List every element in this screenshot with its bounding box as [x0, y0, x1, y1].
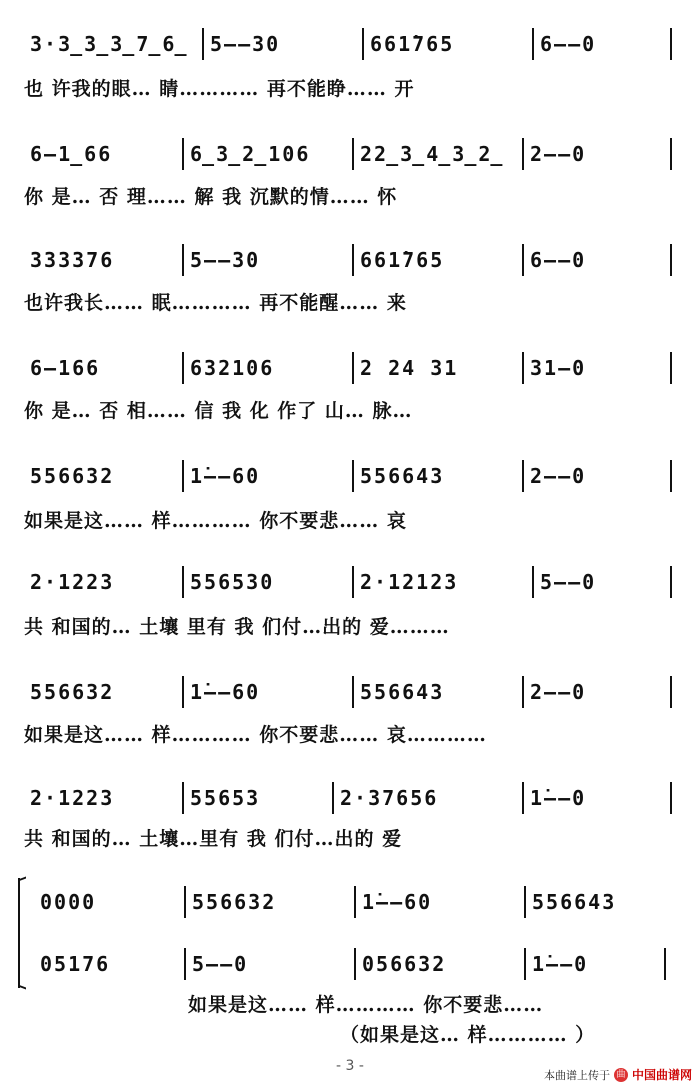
measure-notes: 556632 — [30, 464, 115, 488]
measure-notes: 556643 — [532, 890, 617, 914]
measure-notes: 2——0 — [530, 680, 587, 704]
measure — [524, 134, 672, 174]
measure-notes: 0000 — [40, 890, 97, 914]
measure — [204, 24, 364, 64]
measure-notes: 5——30 — [210, 32, 281, 56]
measure — [24, 672, 184, 712]
measure-notes: 5——0 — [540, 570, 597, 594]
measure-notes: 2·12123 — [360, 570, 459, 594]
measure — [184, 134, 354, 174]
measure-notes: 5——0 — [192, 952, 249, 976]
measure-notes: 2——0 — [530, 464, 587, 488]
measure — [24, 24, 204, 64]
measure-notes: 556643 — [360, 464, 445, 488]
measure — [354, 348, 524, 388]
site-logo-icon: 曲 — [614, 1068, 628, 1082]
measure — [354, 240, 524, 280]
measure-notes: 556530 — [190, 570, 275, 594]
measure — [34, 944, 186, 984]
measure-notes: 2·37656 — [340, 786, 439, 810]
notation-row — [24, 240, 672, 280]
measure-notes: 2·1223 — [30, 786, 115, 810]
measure — [534, 24, 672, 64]
measure — [184, 348, 354, 388]
measure — [354, 672, 524, 712]
measure-notes: 056632 — [362, 952, 447, 976]
notation-row — [24, 348, 672, 388]
notation-row — [24, 456, 672, 496]
notation-row — [24, 562, 672, 602]
measure-notes: 556643 — [360, 680, 445, 704]
measure — [524, 240, 672, 280]
lyrics-line: 你 是… 否 相…… 信 我 化 作了 山… 脉… — [24, 400, 413, 422]
measure — [334, 778, 524, 818]
measure — [186, 944, 356, 984]
measure — [24, 778, 184, 818]
measure-notes: 5——30 — [190, 248, 261, 272]
measure-notes: 556632 — [192, 890, 277, 914]
notation-row — [24, 134, 672, 174]
lyrics-line: 如果是这…… 样………… 你不要悲…… 哀………… — [24, 724, 487, 746]
measure-notes: 2·1223 — [30, 570, 115, 594]
measure-notes: 661̇765 — [360, 248, 445, 272]
measure-notes: 05176 — [40, 952, 111, 976]
watermark-prefix: 本曲谱上传于 — [543, 1068, 610, 1082]
measure-notes: 55653 — [190, 786, 261, 810]
watermark-brand: 中国曲谱网 — [631, 1068, 692, 1082]
measure-notes: 2 24 31 — [360, 356, 459, 380]
lyrics-line: 也许我长…… 眠………… 再不能醒…… 来 — [24, 292, 407, 314]
measure-notes: 333376 — [30, 248, 115, 272]
measure — [186, 882, 356, 922]
measure — [354, 456, 524, 496]
measure — [524, 348, 672, 388]
measure-notes: 661̇765 — [370, 32, 455, 56]
measure-notes: 1̇——60 — [362, 890, 433, 914]
measure-notes: 1̇——60 — [190, 680, 261, 704]
measure-notes: 3·3̲3̲3̲7̲6̲ — [30, 32, 189, 56]
measure-notes: 1̇——0 — [532, 952, 589, 976]
measure — [356, 882, 526, 922]
system-bracket — [18, 878, 30, 988]
measure — [34, 882, 186, 922]
measure-notes: 6——0 — [540, 32, 597, 56]
lyrics-line: 共 和国的… 土壤…里有 我 们付…出的 爱 — [24, 828, 403, 850]
measure — [524, 672, 672, 712]
measure — [354, 134, 524, 174]
measure-notes: 6—1̲66 — [30, 142, 113, 166]
lyrics-line-parenthetical: （如果是这… 样………… ） — [340, 1024, 596, 1046]
measure — [184, 456, 354, 496]
measure — [184, 240, 354, 280]
lyrics-line: 也 许我的眼… 睛………… 再不能睁…… 开 — [24, 78, 415, 100]
measure — [24, 240, 184, 280]
measure-notes: 1̇——0 — [530, 786, 587, 810]
measure — [184, 778, 334, 818]
measure-notes: 6—166 — [30, 356, 101, 380]
measure — [356, 944, 526, 984]
measure-notes: 22̲3̲4̲3̲2̲ — [360, 142, 505, 166]
measure — [24, 456, 184, 496]
page-number: - 3 - — [336, 1058, 364, 1074]
measure-notes: 556632 — [30, 680, 115, 704]
measure — [524, 456, 672, 496]
notation-row-upper — [34, 882, 666, 922]
measure-notes: 6̲3̲2̲106 — [190, 142, 311, 166]
lyrics-line: 共 和国的… 土壤 里有 我 们付…出的 爱……… — [24, 616, 450, 638]
measure — [526, 882, 666, 922]
measure — [354, 562, 534, 602]
notation-row-lower — [34, 944, 666, 984]
measure — [184, 562, 354, 602]
measure — [524, 778, 672, 818]
measure-notes: 31—0 — [530, 356, 587, 380]
measure — [526, 944, 666, 984]
measure — [24, 562, 184, 602]
notation-row — [24, 672, 672, 712]
measure — [24, 134, 184, 174]
measure-notes: 6——0 — [530, 248, 587, 272]
lyrics-line: 如果是这…… 样………… 你不要悲…… — [188, 994, 544, 1016]
measure-notes: 2——0 — [530, 142, 587, 166]
measure-notes: 1̇——60 — [190, 464, 261, 488]
measure — [184, 672, 354, 712]
measure-notes: 632106 — [190, 356, 275, 380]
notation-row — [24, 778, 672, 818]
measure — [534, 562, 672, 602]
notation-row — [24, 24, 672, 64]
lyrics-line: 你 是… 否 理…… 解 我 沉默的情…… 怀 — [24, 186, 398, 208]
measure — [364, 24, 534, 64]
measure — [24, 348, 184, 388]
site-watermark — [544, 1066, 692, 1083]
lyrics-line: 如果是这…… 样………… 你不要悲…… 哀 — [24, 510, 407, 532]
